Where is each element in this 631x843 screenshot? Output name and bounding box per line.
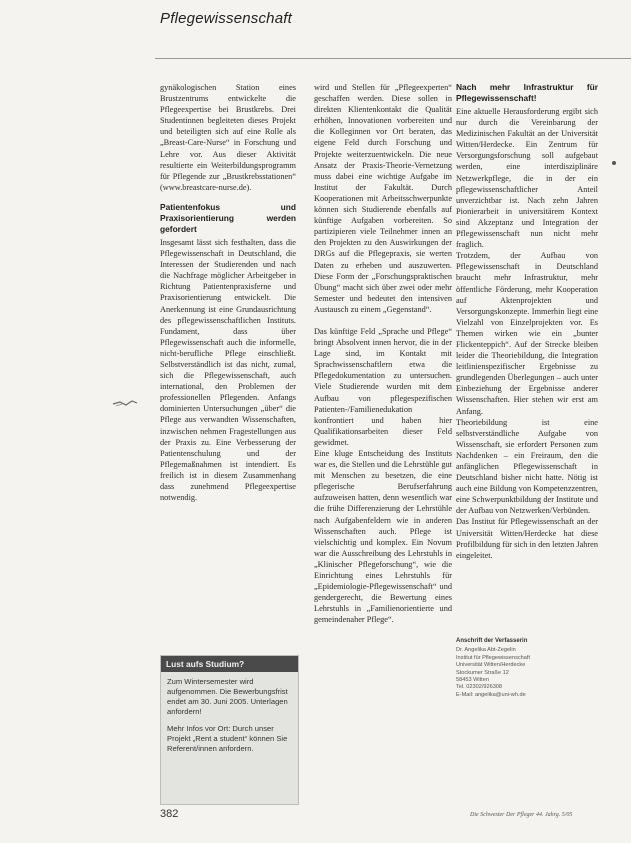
subheading: Patientenfokus und Praxisorientierung werden gefordert xyxy=(160,201,296,234)
paragraph: Eine aktuelle Herausforderung ergibt sich nur durch die Vereinbarung der Medizinischen Fakultät an der Universität Witten/Herdecke. Ein Zentrum für Versorgungsforschung soll aufgebaut werden, eine interdisziplinäre Netzwerkpflege, die in der ein pflegewissenschaftlicher Anteil unverzichtbar ist. Nach zehn Jahren Pionierarbeit in universitärem Kontext sind Akzeptanz und Integration der Pflegewissenschaft nun nicht mehr fraglich. xyxy=(456,107,598,250)
paragraph: wird und Stellen für „Pflegeexperten“ geschaffen werden. Diese sollen in direkten Klientenkontakt die Qualität erhöhen, Innovationen vorbereiten und die Kolleginnen vor Ort beraten, das eigene Feld durch Forschung und Projekte weiterzuentwickeln. Die neue Ansatz der Praxis-Theorie-Vernetzung muss dabei eine wichtige Aufgabe im Institut der Fakultät. Durch Kooperationen mit Arbeitsschwerpunkte können sich Studierende ebenfalls auf künftige Aufgaben vorbereiten. So partizipieren viele Teilnehmer innen an den Projekten zu den Auswirkungen der DRGs auf die Pflegepraxis, sie werten Daten zu erheben und auszuwerten. Diese Form der „Forschungspraktischen Übung“ macht sich über zwei oder mehr Semester und bedeutet den intensiven Austausch zu einem „Gegenstand“. xyxy=(314,83,452,314)
author-contact xyxy=(456,638,598,699)
paragraph: Das künftige Feld „Sprache und Pflege“ bringt Absolvent innen hervor, die in der Lage sind, im Kontakt mit Sprachwissenschaftlern etwa die Pflegedokumentation zu untersuchen. Viele Studierende wurden mit dem Aufbau von pflegespezifischen Patienten-/Familienedukation konfrontiert und haben hier Qualifikationsarbeiten dieser Feld gewidmet. xyxy=(314,326,452,447)
section-title: Pflegewissenschaft xyxy=(160,10,293,27)
contact-line: Tel. 02302/926308 xyxy=(456,684,503,691)
contact-title: Anschrift der Verfasserin xyxy=(456,638,528,644)
contact-line: 58453 Witten xyxy=(456,677,489,684)
info-box-text: Mehr Infos vor Ort: Durch unser Projekt „Rent a student“ können Sie Referent/innen anfordern. xyxy=(167,724,288,753)
column-2 xyxy=(314,82,452,802)
header-bar xyxy=(155,0,631,59)
paragraph: Insgesamt lässt sich festhalten, dass die Pflegewissenschaft in Deutschland, die Interessen der Studierenden und nach die Nachfrage möglicher Arbeitgeber in Richtung Patientenpraxisferne und Praxisorientierung entwickelt. Die Anerkennung ist eine Grundausrichtung des pflegewissenschaftlichen Instituts. Fundament, dass über Pflegewissenschaft auch die informelle, nicht-berufliche Pflege einschließt. Selbstverständlich ist das nicht, zumal, sich die Pflegewissenschaft, auch international, den Problemen der professionellen Pflegenden. Anfangs dominierten Untersuchungen „über“ die Pflege aus verwandten Wissenschaften, inzwischen nehmen Fragestellungen aus der Praxis zu. Eine Verbesserung der Patientenschulung und der Pflegemaßnahmen ist intendiert. Es freilich ist in diesem Zusammenhang dass zunehmend Pflegeexpertise notwendig. xyxy=(160,237,296,503)
info-box xyxy=(160,655,299,805)
column-1 xyxy=(160,82,296,637)
page-number: 382 xyxy=(160,808,179,820)
paragraph: Eine kluge Entscheidung des Instituts war es, die Stellen und die Lehrstühle gut mit Menschen zu besetzen, die eine pflegerische Berufserfahrung aufzuweisen hatten, denn wesentlich war die frühe Differenzierung der Lehrstühle nach Aufgabenfeldern wie in anderen Wissenschaften auch. Pflege ist vielschichtig und komplex. Ein Novum war die Ausschreibung des Lehrstuhls in „Klinischer Pflegeforschung“, wie die Einrichtung eines Lehrstuhls für „Epidemiologie-Pflegewissenschaft“ und gendergerecht, die Bewertung eines Lehrstuhls in „Familienorientierte und gemeindenaher Pflege“. xyxy=(314,449,452,625)
info-box-body xyxy=(161,672,298,766)
pen-mark-icon xyxy=(112,398,138,408)
contact-line: E-Mail: angelika@uni-wh.de xyxy=(456,691,526,698)
subheading: Nach mehr Infrastruktur für Pflegewissenschaft! xyxy=(456,82,598,103)
info-box-title: Lust aufs Studium? xyxy=(161,656,298,672)
column-3 xyxy=(456,82,598,560)
journal-source: Die Schwester Der Pfleger 44. Jahrg. 5/05 xyxy=(470,812,573,818)
info-box-text: Zum Wintersemester wird aufgenommen. Die Bewerbungsfrist endet am 30. Juni 2005. Unterlagen anfordern! xyxy=(167,677,288,716)
paragraph: gynäkologischen Station eines Brustzentrums entwickelte die Pflegeexpertise bei Brustkrebs. Drei Studentinnen begleiteten dieses Projekt und beteiligten sich auf eine Rolle als „Breast-Care-Nurse“ in Forschung und Lehre vor. Aus dieser Aktivität resultierte ein Weiterbildungsprogramm für Pflegende zur „Brustkrebsstationen“ (www.breastcare-nurse.de). xyxy=(160,83,296,192)
paragraph: Theoriebildung ist eine selbstverständliche Aufgabe von Wissenschaft, sie erfordert Personen zum Nachdenken – ein Freiraum, den die anfänglichen Pflegewissenschaft in Deutschland bisher nicht hatte. Nötig ist auch eine Bildung von Kompetenzzentren, eine Schwerpunktbildung der Institute und der Aufbau von Netzwerken/Verbünden. xyxy=(456,417,598,516)
contact-line: Stockumer Straße 12 xyxy=(456,669,509,676)
paragraph: Trotzdem, der Aufbau von Pflegewissenschaft in Deutschland braucht mehr Infrastruktur, mehr öffentliche Förderung, mehr Kooperation auf Aktenprojekten und Versorgungskonzepte. Immerhin liegt eine Vielzahl von Einzelprojekten vor. Es Themen wirken wie ein „bunter Flickenteppich“. Auf der Strecke bleiben leider die Theoriebildung, die Integration leitlinienspezifischer Ergebnisse zu grundlegenden Überlegungen – auch unter Einbeziehung der Ergebnisse anderer Wissenschaften. Hier stehen wir erst am Anfang. xyxy=(456,251,598,416)
contact-line: Universität Witten/Herdecke xyxy=(456,662,526,669)
contact-line: Institut für Pflegewissenschaft xyxy=(456,654,530,661)
paragraph: Das Institut für Pflegewissenschaft an der Universität Witten/Herdecke hat diese Profilbildung für sich in den letzten Jahren eingeleitet. xyxy=(456,517,598,560)
margin-dot xyxy=(612,161,616,165)
contact-line: Dr. Angelika Abt-Zegelin xyxy=(456,647,516,654)
